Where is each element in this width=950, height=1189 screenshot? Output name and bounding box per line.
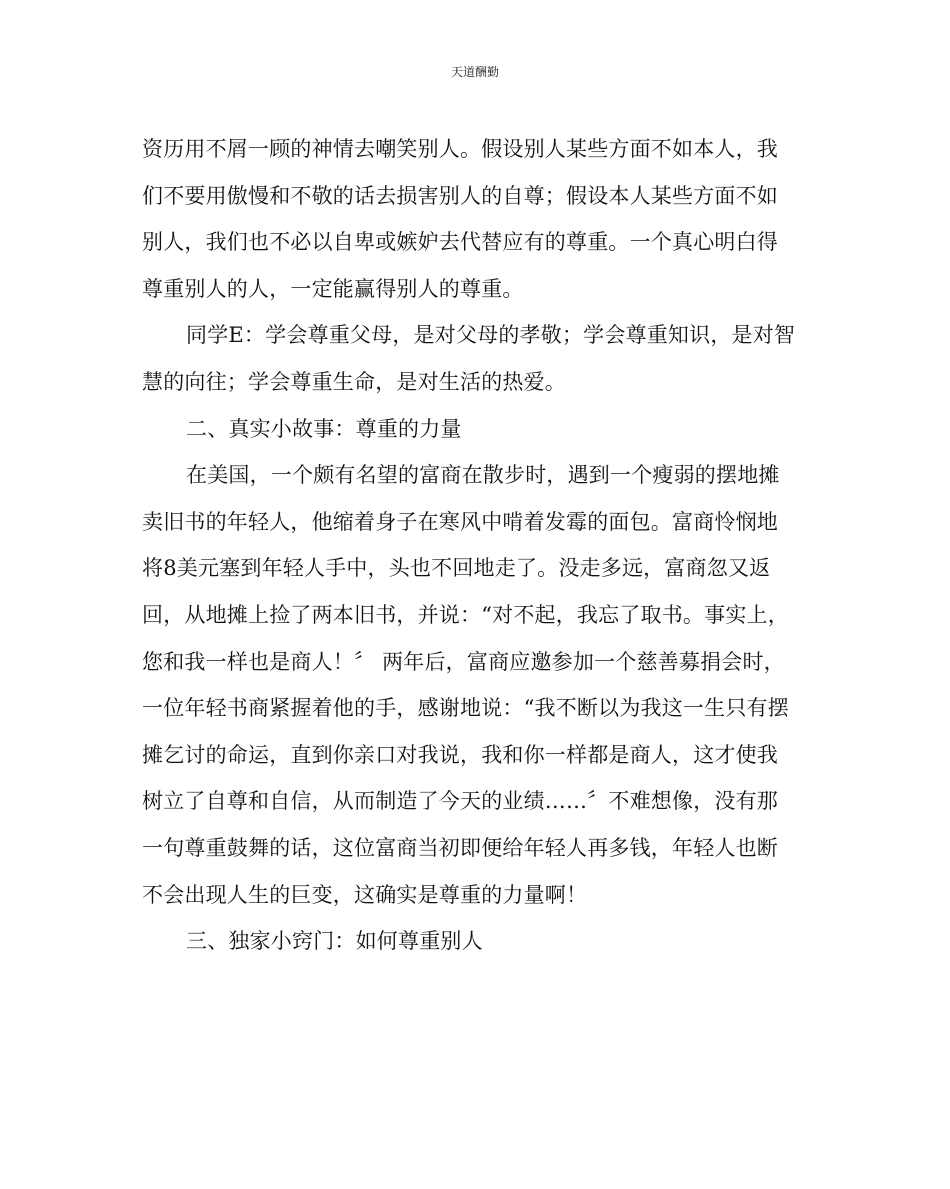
body-text	[142, 126, 810, 965]
text-line: 树立了自尊和自信，从而制造了今天的业绩……〞不难想像，没有那	[142, 789, 778, 814]
paragraph-start-line: 在美国，一个颇有名望的富商在散步时，遇到一个瘦弱的摆地摊	[186, 463, 780, 488]
paragraph-start-line: 同学E：学会尊重父母，是对父母的孝敬；学会尊重知识，是对智	[186, 323, 796, 348]
text-line: 将8美元塞到年轻人手中，头也不回地走了。没走多远，富商忽又返	[142, 556, 771, 581]
section-heading: 二、真实小故事：尊重的力量	[186, 416, 462, 441]
text-line: 们不要用傲慢和不敬的话去损害别人的自尊；假设本人某些方面不如	[142, 183, 778, 208]
text-line: 别人，我们也不必以自卑或嫉妒去代替应有的尊重。一个真心明白得	[142, 230, 778, 255]
text-line: 卖旧书的年轻人，他缩着身子在寒风中啃着发霉的面包。富商怜悯地	[142, 509, 778, 534]
section-heading: 三、独家小窍门：如何尊重别人	[186, 929, 483, 954]
text-line: 慧的向往；学会尊重生命，是对生活的热爱。	[142, 369, 566, 394]
text-line: 摊乞讨的命运，直到你亲口对我说，我和你一样都是商人，这才使我	[142, 742, 778, 767]
text-line: 一句尊重鼓舞的话，这位富商当初即便给年轻人再多钱，年轻人也断	[142, 835, 778, 860]
text-line: 资历用不屑一顾的神情去嘲笑别人。假设别人某些方面不如本人，我	[142, 137, 778, 161]
page-header: 天道酬勤	[450, 65, 499, 79]
text-line: 尊重别人的人，一定能赢得别人的尊重。	[142, 276, 524, 301]
text-line: 不会出现人生的巨变，这确实是尊重的力量啊！	[142, 882, 588, 907]
text-line: 您和我一样也是商人！〞 两年后，富商应邀参加一个慈善募捐会时，	[142, 649, 785, 674]
text-line: 一位年轻书商紧握着他的手，感谢地说：“我不断以为我这一生只有摆	[142, 696, 789, 721]
text-line: 回，从地摊上捡了两本旧书，并说：“对不起，我忘了取书。事实上，	[142, 602, 789, 627]
